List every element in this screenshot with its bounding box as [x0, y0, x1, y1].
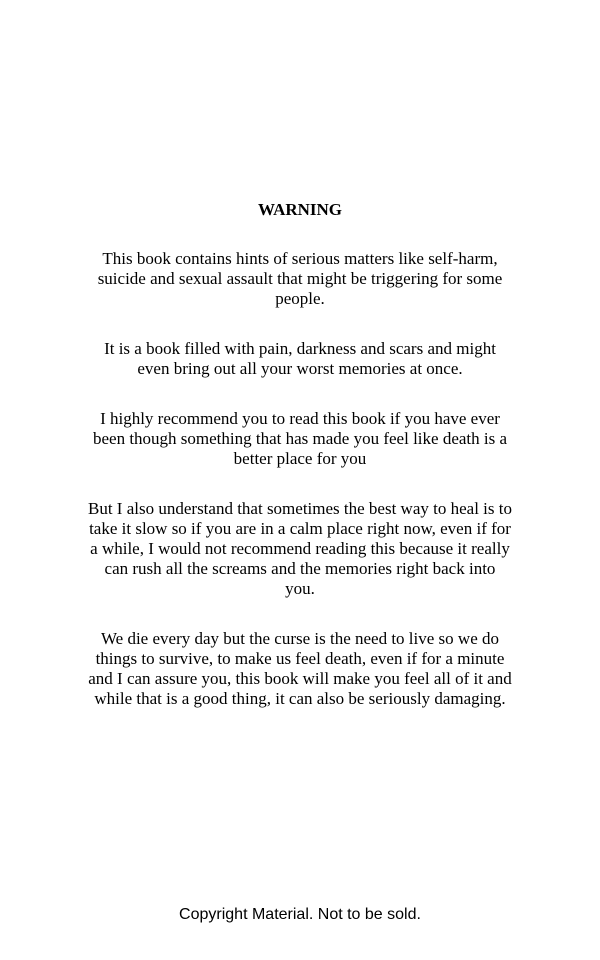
copyright-footer: Copyright Material. Not to be sold.	[179, 906, 421, 923]
paragraph-caution: But I also understand that sometimes the best way to heal is to take it slow so if you are in a calm place right now, even if for a while, I would not recommend reading this because it really can rush all the screams and the memories right back into you.	[88, 499, 512, 598]
warning-heading: WARNING	[257, 200, 343, 219]
paragraph-closing: We die every day but the curse is the need to live so we do things to survive, to make us feel death, even if for a minute and I can assure you, this book will make you feel all of it and while that is a good thing, it can also be seriously damaging.	[88, 629, 512, 708]
warning-body	[88, 249, 512, 739]
paragraph-recommendation: I highly recommend you to read this book if you have ever been though something that has made you feel like death is a better place for you	[92, 409, 508, 468]
paragraph-content-notice: This book contains hints of serious matters like self-harm, suicide and sexual assault that might be triggering for some people.	[97, 249, 503, 308]
paragraph-pain-description: It is a book filled with pain, darkness and scars and might even bring out all your worst memories at once.	[104, 339, 496, 378]
